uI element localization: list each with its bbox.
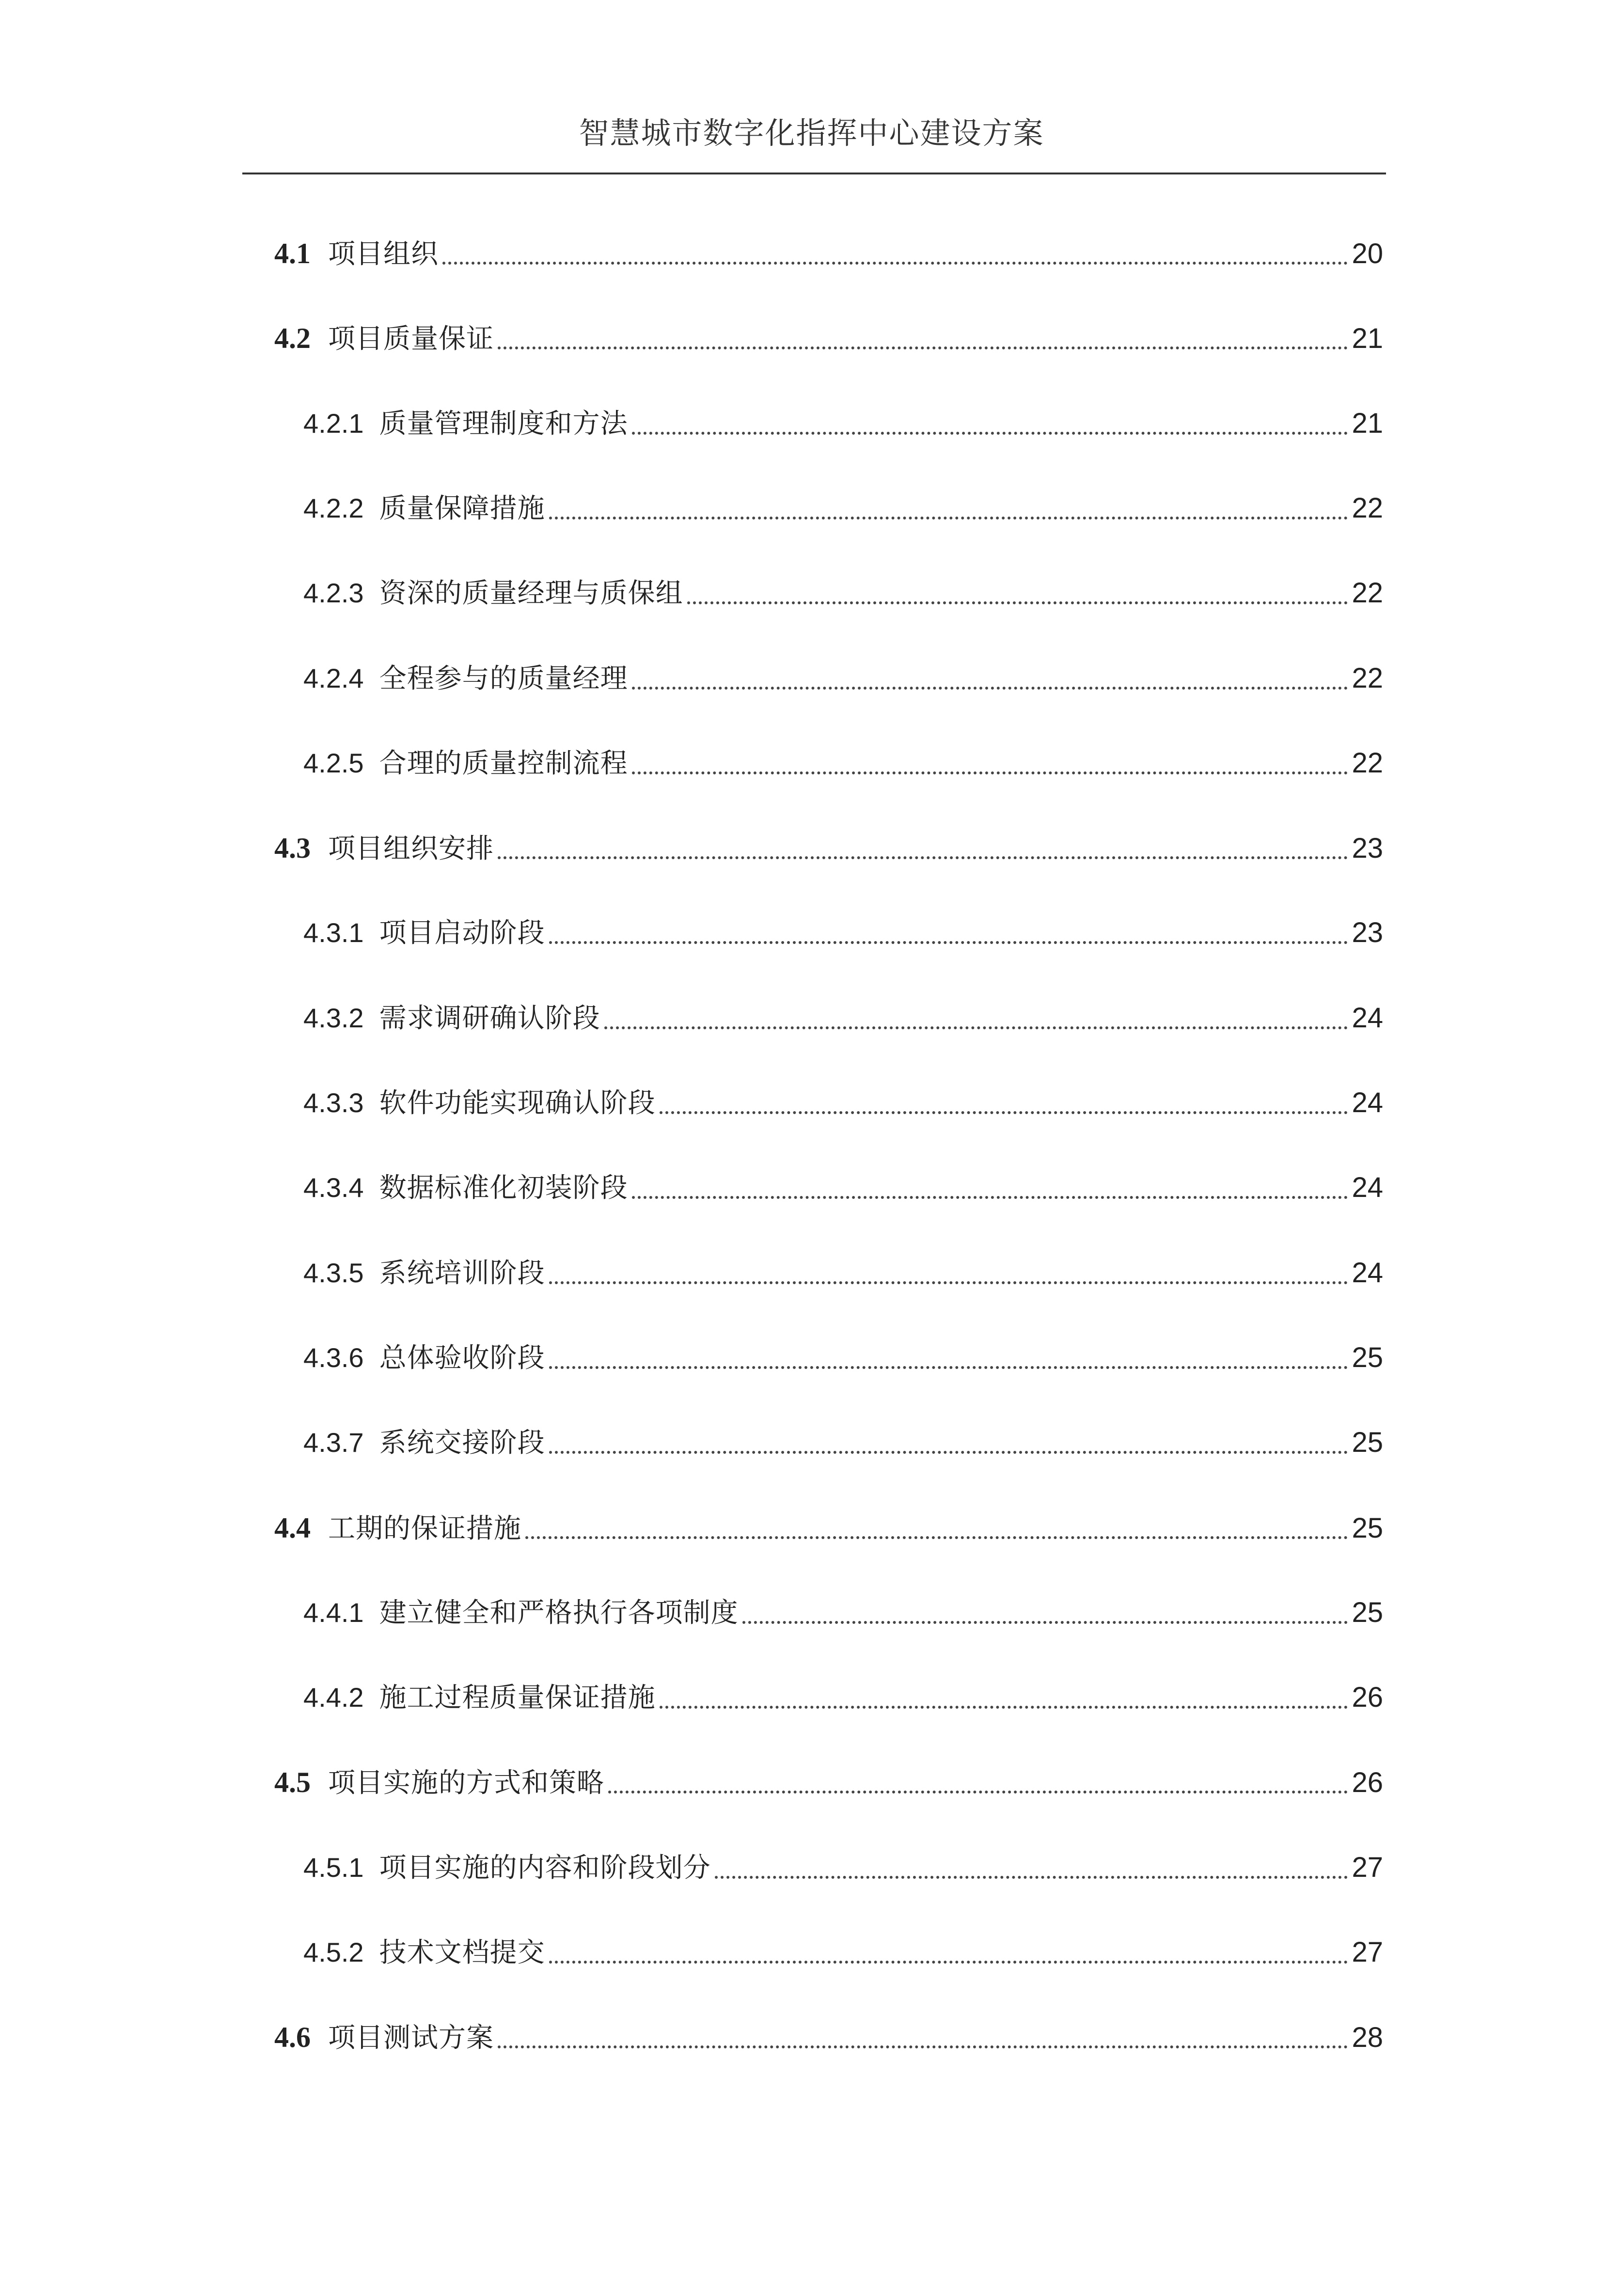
toc-entry-page-number: 25	[1352, 1512, 1383, 1544]
toc-entry-title: 项目实施的内容和阶段划分	[379, 1852, 711, 1884]
toc-entry-page-number: 22	[1352, 492, 1383, 524]
toc-entry[interactable]	[303, 1676, 1383, 1719]
toc-entry[interactable]	[303, 402, 1383, 445]
toc-entry[interactable]	[303, 1931, 1383, 1974]
toc-entry-title: 软件功能实现确认阶段	[379, 1087, 656, 1119]
toc-entry-title: 工期的保证措施	[328, 1513, 521, 1544]
toc-entry-page-number: 21	[1352, 323, 1383, 354]
toc-entry-page-number: 22	[1352, 577, 1383, 609]
toc-dot-leader	[498, 2045, 1348, 2048]
toc-entry-page-number: 23	[1352, 917, 1383, 948]
header-divider	[242, 173, 1386, 174]
toc-entry-page-number: 24	[1352, 1087, 1383, 1118]
toc-entry-number: 4.2.3	[303, 578, 364, 608]
toc-entry-title: 全程参与的质量经理	[379, 663, 628, 694]
toc-entry-title: 总体验收阶段	[379, 1342, 545, 1374]
toc-dot-leader	[549, 1451, 1348, 1454]
toc-entry-number: 4.2.1	[303, 408, 364, 439]
toc-entry-number: 4.5.1	[303, 1852, 364, 1883]
toc-entry-page-number: 27	[1352, 1936, 1383, 1968]
page-header-title: 智慧城市数字化指挥中心建设方案	[579, 115, 1044, 151]
toc-entry-number: 4.3.3	[303, 1087, 364, 1118]
toc-entry[interactable]	[274, 2015, 1383, 2059]
toc-entry-page-number: 25	[1352, 1427, 1383, 1458]
toc-dot-leader	[715, 1876, 1348, 1879]
toc-entry-title: 质量管理制度和方法	[379, 408, 628, 440]
toc-entry[interactable]	[274, 1761, 1383, 1804]
toc-entry-number: 4.2.5	[303, 748, 364, 778]
toc-entry-title: 技术文档提交	[379, 1937, 545, 1968]
toc-entry[interactable]	[303, 1846, 1383, 1889]
toc-entry[interactable]	[274, 232, 1383, 275]
toc-dot-leader	[660, 1706, 1348, 1709]
toc-dot-leader	[525, 1536, 1348, 1539]
toc-entry-page-number: 26	[1352, 1682, 1383, 1713]
toc-entry-page-number: 25	[1352, 1597, 1383, 1628]
toc-entry-number: 4.3.7	[303, 1427, 364, 1458]
toc-entry-title: 质量保障措施	[379, 493, 545, 524]
toc-dot-leader	[498, 856, 1348, 859]
toc-entry-title: 项目启动阶段	[379, 917, 545, 949]
toc-entry-page-number: 24	[1352, 1257, 1383, 1289]
toc-entry-title: 需求调研确认阶段	[379, 1003, 600, 1034]
toc-dot-leader	[632, 687, 1348, 690]
toc-entry-title: 项目质量保证	[328, 323, 494, 355]
toc-entry-page-number: 22	[1352, 747, 1383, 779]
toc-entry-number: 4.6	[274, 2021, 311, 2053]
toc-entry[interactable]	[303, 1336, 1383, 1380]
toc-entry[interactable]	[303, 1166, 1383, 1210]
toc-entry[interactable]	[303, 487, 1383, 530]
toc-dot-leader	[632, 1196, 1348, 1199]
toc-entry-number: 4.3.6	[303, 1342, 364, 1373]
toc-entry[interactable]	[303, 996, 1383, 1040]
toc-dot-leader	[687, 601, 1348, 604]
toc-entry-page-number: 28	[1352, 2022, 1383, 2053]
toc-entry-number: 4.4.1	[303, 1597, 364, 1628]
toc-dot-leader	[604, 1026, 1348, 1029]
toc-entry[interactable]	[274, 826, 1383, 870]
toc-entry-page-number: 23	[1352, 833, 1383, 864]
toc-entry-title: 建立健全和严格执行各项制度	[379, 1597, 739, 1629]
toc-entry-page-number: 27	[1352, 1852, 1383, 1883]
toc-dot-leader	[549, 517, 1348, 519]
toc-entry[interactable]	[274, 1506, 1383, 1550]
toc-entry-page-number: 25	[1352, 1342, 1383, 1373]
toc-entry-title: 项目组织	[328, 238, 439, 270]
toc-dot-leader	[608, 1791, 1348, 1793]
toc-entry[interactable]	[303, 1251, 1383, 1295]
toc-entry-number: 4.5	[274, 1766, 311, 1798]
toc-entry-number: 4.3.4	[303, 1172, 364, 1203]
toc-entry-page-number: 20	[1352, 238, 1383, 269]
toc-entry-title: 合理的质量控制流程	[379, 748, 628, 779]
toc-entry-title: 项目实施的方式和策略	[328, 1767, 604, 1799]
toc-entry-page-number: 24	[1352, 1172, 1383, 1203]
toc-entry[interactable]	[274, 316, 1383, 360]
toc-entry-page-number: 21	[1352, 408, 1383, 439]
toc-entry-number: 4.4	[274, 1512, 311, 1544]
toc-entry-title: 数据标准化初装阶段	[379, 1172, 628, 1204]
toc-entry[interactable]	[303, 1591, 1383, 1635]
toc-entry-number: 4.2	[274, 322, 311, 354]
toc-entry-title: 施工过程质量保证措施	[379, 1682, 656, 1714]
toc-entry-number: 4.5.2	[303, 1937, 364, 1967]
toc-entry-number: 4.3.5	[303, 1258, 364, 1288]
toc-entry[interactable]	[303, 657, 1383, 700]
toc-entry-number: 4.3	[274, 832, 311, 864]
toc-dot-leader	[632, 771, 1348, 774]
toc-entry-title: 系统交接阶段	[379, 1427, 545, 1459]
toc-entry-title: 项目测试方案	[328, 2022, 494, 2054]
toc-dot-leader	[498, 346, 1348, 349]
toc-entry-number: 4.3.1	[303, 917, 364, 948]
toc-entry[interactable]	[303, 1081, 1383, 1125]
toc-entry-page-number: 24	[1352, 1002, 1383, 1034]
toc-dot-leader	[549, 1961, 1348, 1964]
toc-entry-number: 4.2.2	[303, 493, 364, 523]
toc-dot-leader	[632, 432, 1348, 435]
toc-dot-leader	[742, 1621, 1348, 1624]
toc-entry-number: 4.2.4	[303, 663, 364, 693]
toc-entry[interactable]	[303, 1421, 1383, 1464]
toc-entry-title: 项目组织安排	[328, 833, 494, 865]
toc-dot-leader	[549, 1366, 1348, 1369]
toc-entry-number: 4.3.2	[303, 1003, 364, 1033]
toc-entry-page-number: 22	[1352, 662, 1383, 694]
toc-entry-number: 4.4.2	[303, 1682, 364, 1713]
toc-entry[interactable]	[303, 741, 1383, 785]
toc-entry-title: 资深的质量经理与质保组	[379, 578, 683, 609]
toc-entry-title: 系统培训阶段	[379, 1258, 545, 1289]
toc-dot-leader	[660, 1111, 1348, 1114]
toc-entry-page-number: 26	[1352, 1767, 1383, 1798]
toc-entry[interactable]	[303, 911, 1383, 955]
toc-dot-leader	[442, 262, 1348, 265]
toc-entry[interactable]	[303, 571, 1383, 615]
toc-entry-number: 4.1	[274, 237, 311, 269]
toc-dot-leader	[549, 1281, 1348, 1284]
toc-dot-leader	[549, 941, 1348, 944]
